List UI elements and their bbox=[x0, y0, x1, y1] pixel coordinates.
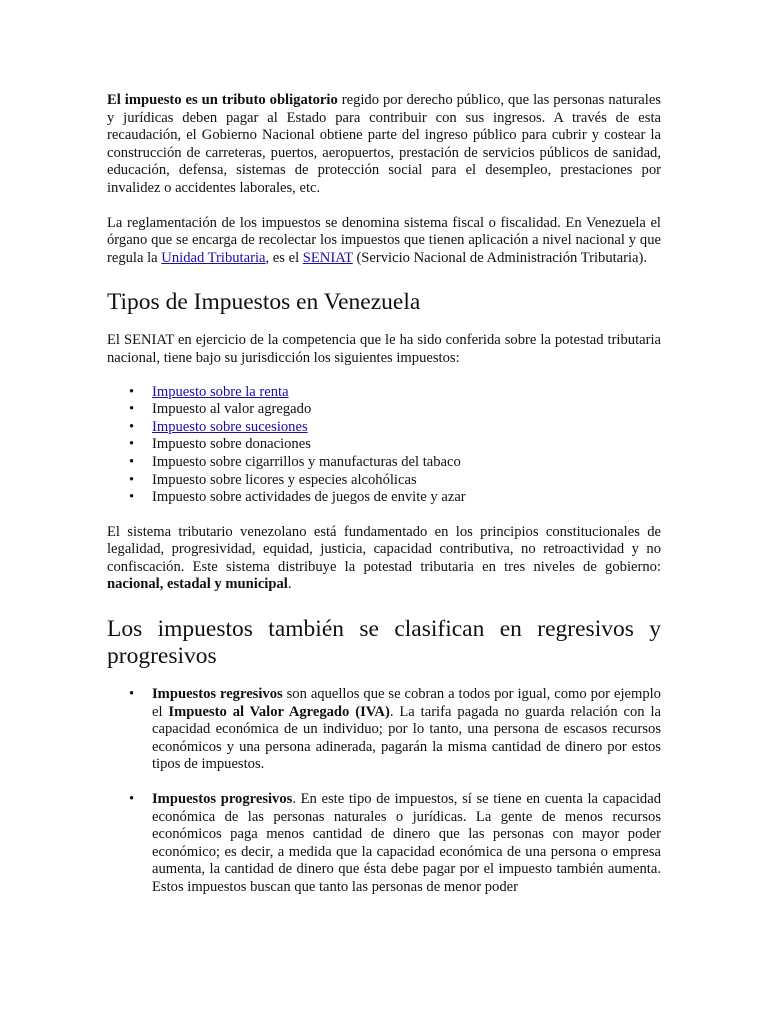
list-item-label: Impuesto sobre licores y especies alcohólicas bbox=[152, 471, 417, 488]
list-item-label: Impuesto al valor agregado bbox=[152, 401, 312, 418]
iva-bold: Impuesto al Valor Agregado (IVA) bbox=[168, 703, 390, 720]
list-item-label: Impuesto sobre cigarrillos y manufacturas del tabaco bbox=[152, 453, 461, 470]
regresivos-text-1: son aquellos que se cobran a todos por igual, como por ejemplo el bbox=[152, 686, 661, 720]
list-item bbox=[107, 489, 661, 507]
reglamentacion-text-2: , es el bbox=[265, 249, 303, 266]
section-heading-clasificacion: Los impuestos también se clasifican en regresivos y progresivos bbox=[107, 616, 661, 670]
intro-text: regido por derecho público, que las personas naturales y jurídicas deben pagar al Estado para contribuir con sus ingresos. A través de esta recaudación, el Gobierno Nacional obtiene parte del ingreso público para cubrir y costear la construcción de carreteras, puertos, aeropuertos, prestación de servicios públicos de sanidad, educación, defensa, sistemas de protección social para el desempleo, prestaciones por invalidez o accidentes laborales, etc. bbox=[107, 92, 661, 196]
regresivos-bold: Impuestos regresivos bbox=[152, 686, 283, 703]
sistema-end: . bbox=[287, 576, 292, 593]
list-item-label: Impuesto sobre actividades de juegos de envite y azar bbox=[152, 489, 466, 506]
intro-paragraph bbox=[107, 92, 661, 198]
list-item bbox=[107, 436, 661, 454]
seniat-intro-paragraph: El SENIAT en ejercicio de la competencia que le ha sido conferida sobre la potestad tributaria nacional, tiene bajo su jurisdicción los siguientes impuestos: bbox=[107, 332, 661, 366]
regresivos-text-2: . La tarifa pagada no guarda relación con la capacidad económica de un individuo; por lo tanto, una persona de escasos recursos económicos y una persona adinerada, pagarán la misma cantidad de dinero por estos tipos de impuestos. bbox=[152, 703, 661, 773]
reglamentacion-paragraph bbox=[107, 215, 661, 268]
sistema-text: El sistema tributario venezolano está fundamentado en los principios constitucionales de legalidad, progresividad, equidad, justicia, capacidad contributiva, no retroactividad y no confiscación. Este sistema distribuye la potestad tributaria en tres niveles de gobierno: bbox=[107, 523, 661, 575]
list-item-regresivos bbox=[107, 686, 661, 774]
impuesto-renta-link[interactable]: Impuesto sobre la renta bbox=[152, 383, 289, 400]
document-body bbox=[107, 92, 661, 914]
impuestos-list bbox=[107, 384, 661, 507]
clasificacion-list bbox=[107, 686, 661, 897]
niveles-gobierno-bold: nacional, estadal y municipal bbox=[107, 576, 288, 593]
impuesto-sucesiones-link[interactable]: Impuesto sobre sucesiones bbox=[152, 418, 308, 435]
section-heading-tipos: Tipos de Impuestos en Venezuela bbox=[107, 289, 421, 316]
list-item bbox=[107, 472, 661, 490]
list-item-progresivos bbox=[107, 791, 661, 897]
progresivos-text-1: . En este tipo de impuestos, sí se tiene en cuenta la capacidad económica de las personas naturales o jurídicas. La gente de menos recursos económicos paga menos cantidad de dinero que las personas con mayor poder económico; es decir, a medida que la capacidad económica de una persona o empresa aumenta, la cantidad de dinero que ésta debe pagar por el impuesto también aumenta. Estos impuestos buscan que tanto las personas de menor poder bbox=[152, 791, 661, 895]
list-item bbox=[107, 454, 661, 472]
sistema-tributario-paragraph bbox=[107, 524, 661, 594]
list-item-label: Impuesto sobre donaciones bbox=[152, 436, 311, 453]
reglamentacion-text-3: (Servicio Nacional de Administración Tributaria). bbox=[352, 249, 648, 266]
seniat-link[interactable]: SENIAT bbox=[302, 249, 353, 266]
list-item bbox=[107, 401, 661, 419]
progresivos-bold: Impuestos progresivos bbox=[152, 791, 293, 808]
intro-lead-bold: El impuesto es un tributo obligatorio bbox=[107, 92, 338, 108]
list-item[interactable] bbox=[107, 384, 661, 402]
unidad-tributaria-link[interactable]: Unidad Tributaria bbox=[161, 249, 266, 266]
list-item[interactable] bbox=[107, 419, 661, 437]
reglamentacion-text-1: La reglamentación de los impuestos se denomina sistema fiscal o fiscalidad. En Venezuela el órgano que se encarga de recolectar los impuestos que tienen aplicación a nivel nacional y que regula la bbox=[107, 214, 661, 266]
